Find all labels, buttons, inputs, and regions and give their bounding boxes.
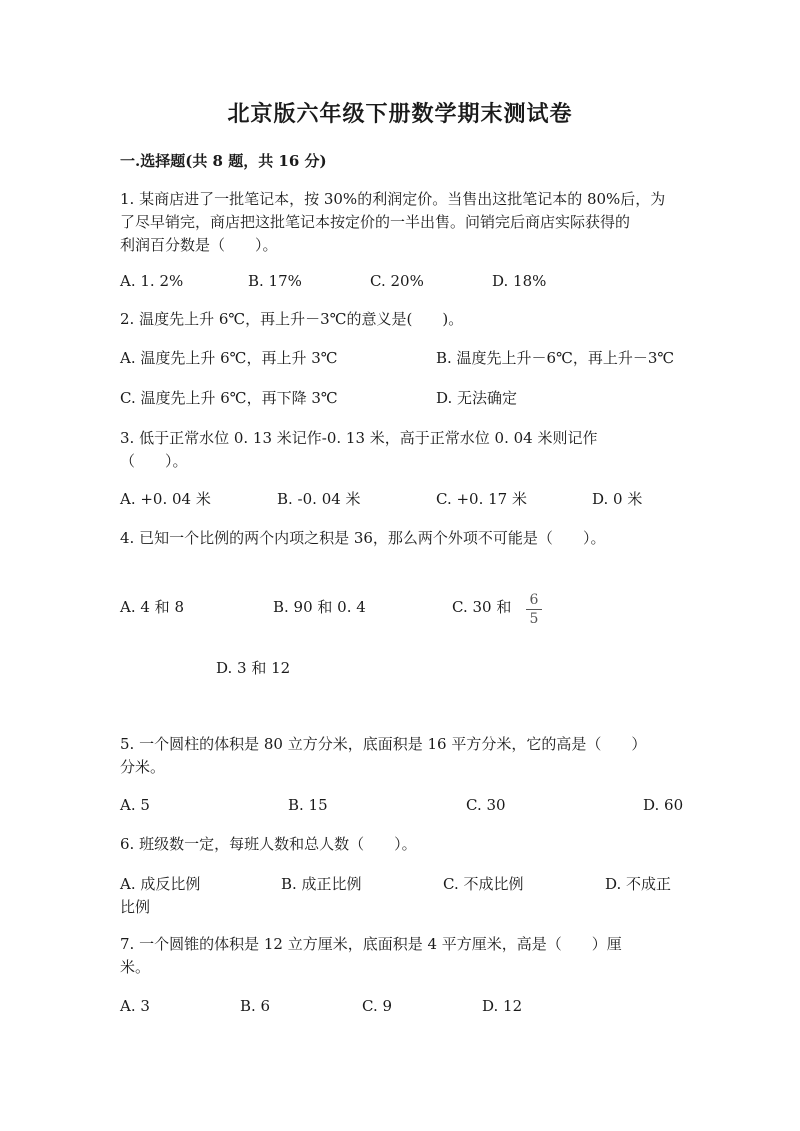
question-7-option-b[interactable]: B. 6 [240, 997, 271, 1015]
question-7-line-2: 米。 [120, 958, 151, 976]
question-3-option-c[interactable]: C. +0. 17 米 [436, 490, 527, 508]
question-5-option-c[interactable]: C. 30 [466, 796, 506, 814]
question-1-line-2: 了尽早销完，商店把这批笔记本按定价的一半出售。问销完后商店实际获得的 [120, 213, 631, 231]
question-7-option-c[interactable]: C. 9 [362, 997, 393, 1015]
question-4-option-b[interactable]: B. 90 和 0. 4 [273, 598, 366, 616]
fraction-denominator: 5 [529, 611, 539, 627]
question-1-option-a[interactable]: A. 1. 2% [120, 272, 184, 290]
question-6-option-a[interactable]: A. 成反比例 [120, 875, 201, 893]
question-3-option-b[interactable]: B. -0. 04 米 [277, 490, 361, 508]
question-6-option-b[interactable]: B. 成正比例 [281, 875, 362, 893]
question-7-line-1: 7. 一个圆锥的体积是 12 立方厘米，底面积是 4 平方厘米，高是（ ）厘 [120, 935, 622, 953]
question-6-option-c[interactable]: C. 不成比例 [443, 875, 524, 893]
question-2-option-c[interactable]: C. 温度先上升 6℃，再下降 3℃ [120, 389, 338, 407]
question-1-option-d[interactable]: D. 18% [492, 272, 547, 290]
question-1-line-1: 1. 某商店进了一批笔记本，按 30%的利润定价。当售出这批笔记本的 80%后，为 [120, 190, 666, 208]
question-5-line-2: 分米。 [120, 758, 166, 776]
question-1-option-c[interactable]: C. 20% [370, 272, 424, 290]
section-heading: 一.选择题(共 8 题，共 16 分) [120, 152, 327, 170]
fraction-numerator: 6 [529, 592, 539, 608]
question-2-option-b[interactable]: B. 温度先上升－6℃，再上升－3℃ [436, 349, 675, 367]
question-5-line-1: 5. 一个圆柱的体积是 80 立方分米，底面积是 16 平方分米，它的高是（ ） [120, 735, 647, 753]
question-4-option-d[interactable]: D. 3 和 12 [216, 659, 291, 677]
question-2-option-d[interactable]: D. 无法确定 [436, 389, 518, 407]
question-2-line-1: 2. 温度先上升 6℃，再上升－3℃的意义是( )。 [120, 310, 464, 328]
question-6-option-d-continued[interactable]: 比例 [120, 898, 151, 916]
question-5-option-d[interactable]: D. 60 [643, 796, 684, 814]
question-4-option-c[interactable]: C. 30 和 [452, 598, 512, 616]
fraction-six-fifths [524, 592, 544, 627]
page-title: 北京版六年级下册数学期末测试卷 [227, 101, 573, 127]
question-1-line-3: 利润百分数是（ ）。 [120, 236, 278, 254]
question-5-option-a[interactable]: A. 5 [120, 796, 150, 814]
question-1-option-b[interactable]: B. 17% [248, 272, 302, 290]
question-7-option-d[interactable]: D. 12 [482, 997, 523, 1015]
question-3-line-2: （ ）。 [120, 452, 188, 470]
question-5-option-b[interactable]: B. 15 [288, 796, 328, 814]
question-4-option-a[interactable]: A. 4 和 8 [120, 598, 184, 616]
question-3-option-a[interactable]: A. +0. 04 米 [120, 490, 211, 508]
question-6-option-d[interactable]: D. 不成正 [605, 875, 672, 893]
question-2-option-a[interactable]: A. 温度先上升 6℃，再上升 3℃ [120, 349, 338, 367]
question-3-option-d[interactable]: D. 0 米 [592, 490, 643, 508]
question-7-option-a[interactable]: A. 3 [120, 997, 150, 1015]
question-4-line-1: 4. 已知一个比例的两个内项之积是 36，那么两个外项不可能是（ ）。 [120, 529, 606, 547]
question-3-line-1: 3. 低于正常水位 0. 13 米记作-0. 13 米，高于正常水位 0. 04 米则记作 [120, 429, 598, 447]
question-6-line-1: 6. 班级数一定，每班人数和总人数（ ）。 [120, 835, 417, 853]
fraction-bar [526, 609, 542, 610]
